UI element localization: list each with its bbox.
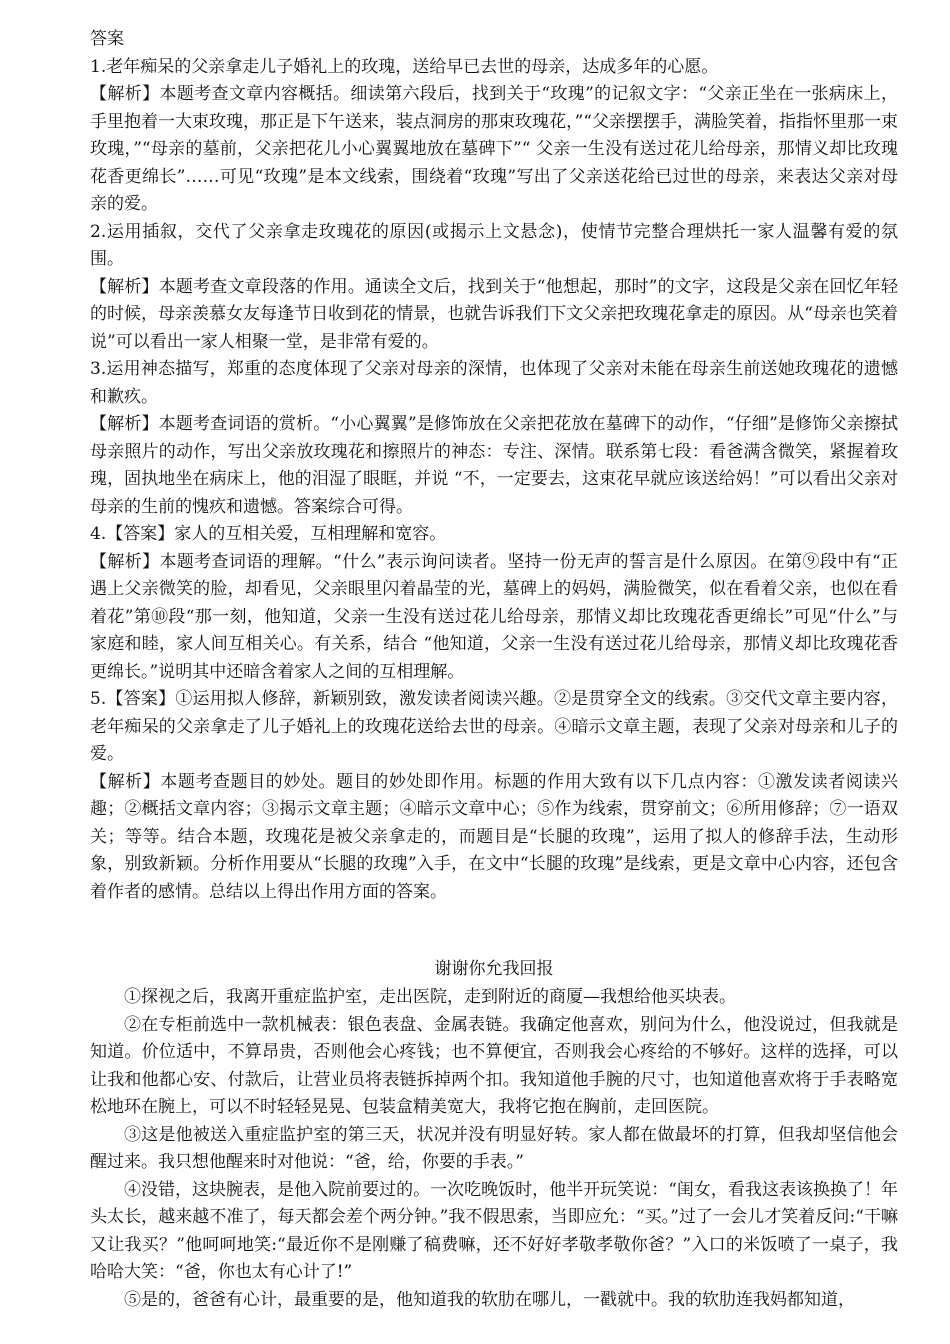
answer-item-4: 4.【答案】家人的互相关爱，互相理解和宽容。 (90, 524, 447, 544)
story-paragraph-3: ③这是他被送入重症监护室的第三天，状况并没有明显好转。家人都在做最坏的打算，但我却坚信他会醒过来。我只想他醒来时对他说：“爸，给，你要的手表。” (90, 1124, 898, 1172)
analysis-item-5: 【解析】本题考查题目的妙处。题目的妙处即作用。标题的作用大致有以下几点内容：①激发读者阅读兴趣；②概括文章内容；③揭示文章主题；④暗示文章中心；⑤作为线索，贯穿前文；⑥所用修辞；⑦一语双关；等等。结合本题，玫瑰花是被父亲拿走的，而题目是“长腿的玫瑰”，运用了拟人的修辞手法，生动形象，别致新颖。分析作用要从“长腿的玫瑰”入手，在文中“长腿的玫瑰”是线索，更是文章中心内容，还包含着作者的感情。总结以上得出作用方面的答案。 (90, 771, 898, 902)
story-paragraph-5: ⑤是的，爸爸有心计，最重要的是，他知道我的软肋在哪儿，一戳就中。我的软肋连我妈都知道， (124, 1289, 855, 1310)
analysis-item-4: 【解析】本题考查词语的理解。“什么”表示询问读者。坚持一份无声的誓言是什么原因。在第⑨段中有“正遇上父亲微笑的脸，却看见，父亲眼里闪着晶莹的光，墓碑上的妈妈，满脸微笑，似在看着父亲，也似在看着花”第⑩段“那一刻，他知道，父亲一生没有送过花儿给母亲，那情义却比玫瑰花香更绵长”可见“什么”与家庭和睦，家人间互相关心。有关系，结合 “他知道，父亲一生没有送过花儿给母亲，那情义却比玫瑰花香更绵长。”说明其中还暗含着家人之间的互相理解。 (90, 551, 898, 682)
answer-item-3: 3.运用神态描写，郑重的态度体现了父亲对母亲的深情，也体现了父亲对未能在母亲生前送她玫瑰花的遗憾和歉疚。 (90, 359, 898, 407)
section-gap (90, 906, 898, 954)
story-paragraph-1: ①探视之后，我离开重症监护室，走出医院，走到附近的商厦—我想给他买块表。 (124, 987, 736, 1007)
answer-item-2: 2.运用插叙，交代了父亲拿走玫瑰花的原因(或揭示上文悬念)，使情节完整合理烘托一家人温馨有爱的氛围。 (90, 221, 898, 269)
answer-item-5: 5.【答案】①运用拟人修辞，新颖别致，激发读者阅读兴趣。②是贯穿全文的线索。③交代文章主要内容，老年痴呆的父亲拿走了儿子婚礼上的玫瑰花送给去世的母亲。④暗示文章主题，表现了父亲对母亲和儿子的爱。 (90, 689, 898, 764)
answer-item-1: 1.老年痴呆的父亲拿走儿子婚礼上的玫瑰，送给早已去世的母亲，达成多年的心愿。 (90, 56, 719, 77)
story-title: 谢谢你允我回报 (434, 959, 554, 979)
analysis-item-1: 【解析】本题考查文章内容概括。细读第六段后，找到关于“玫瑰”的记叙文字：“父亲正坐在一张病床上，手里抱着一大束玫瑰，那正是下午送来，装点洞房的那束玫瑰花，”“父亲摆摆手，满脸笑着，指指怀里那一束玫瑰，”“母亲的墓前，父亲把花儿小心翼翼地放在墓碑下”“ 父亲一生没有送过花儿给母亲，那情义却比玫瑰花香更绵长”……可见“玫瑰”是本文线索，围绕着“玫瑰”写出了父亲送花给已过世的母亲，来表达父亲对母亲的爱。 (90, 84, 898, 214)
answer-heading: 答案 (90, 29, 124, 49)
analysis-item-3: 【解析】本题考查词语的赏析。“小心翼翼”是修饰放在父亲把花放在墓碑下的动作，“仔细”是修饰父亲擦拭母亲照片的动作，写出父亲放玫瑰花和擦照片的神态：专注、深情。联系第七段：看爸满含微笑，紧握着玫瑰，固执地坐在病床上，他的泪湿了眼眶，并说 “不，一定要去，这束花早就应该送给妈！”可以看出父亲对母亲的生前的愧疚和遗憾。答案综合可得。 (90, 414, 898, 517)
story-paragraph-2: ②在专柜前选中一款机械表：银色表盘、金属表链。我确定他喜欢，别问为什么，他没说过，但我就是知道。价位适中，不算昂贵，否则他会心疼钱；也不算便宜，否则我会心疼给的不够好。这样的选择，可以让我和他都心安、付款后，让营业员将表链拆掉两个扣。我知道他手腕的尺寸，也知道他喜欢将于手表略宽松地环在腕上，可以不时轻轻晃晃、包装盒精美宽大，我将它抱在胸前，走回医院。 (90, 1014, 898, 1117)
analysis-item-2: 【解析】本题考查文章段落的作用。通读全文后，找到关于“他想起，那时”的文字，这段是父亲在回忆年轻的时候，母亲羡慕女友每逢节日收到花的情景，也就告诉我们下文父亲把玫瑰花拿走的原因。从“母亲也笑着说”可以看出一家人相聚一堂，是非常有爱的。 (90, 276, 898, 352)
story-paragraph-4: ④没错，这块腕表，是他入院前要过的。一次吃晚饭时，他半开玩笑说：“闺女，看我这表该换换了！年头太长，越来越不准了，每天都会差个两分钟。”我不假思索，当即应允：“买。”过了一会儿才笑着反问:“干嘛又让我买？”他呵呵地笑:“最近你不是刚赚了稿费嘛，还不好好孝敬孝敬你爸？”入口的米饭喷了一桌子，我哈哈大笑：“爸，你也太有心计了!” (90, 1179, 898, 1282)
document-page (90, 26, 898, 1314)
